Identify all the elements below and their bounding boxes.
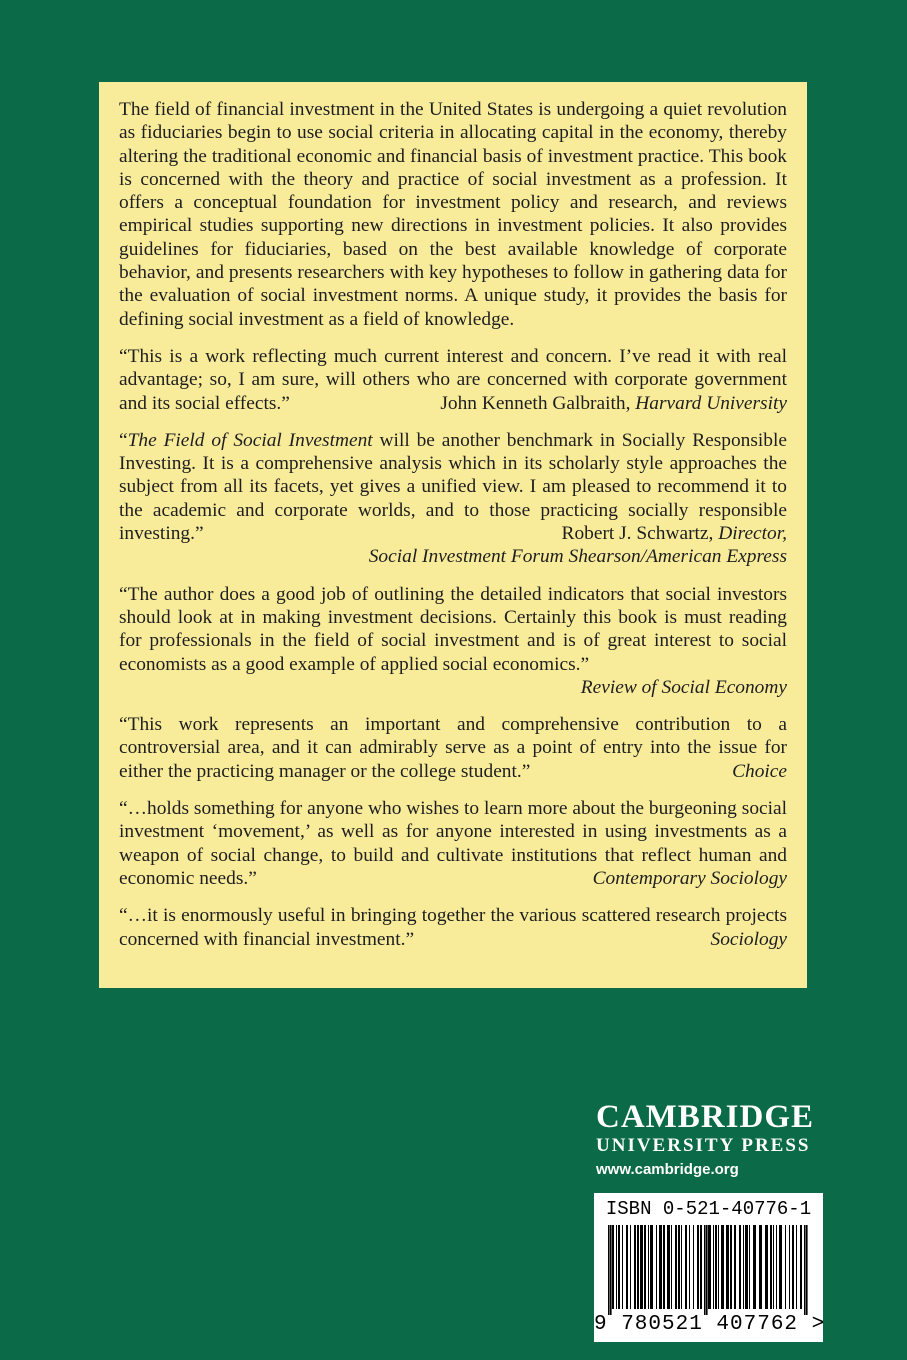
quote-source: Contemporary Sociology xyxy=(592,867,787,889)
quote-attribution: Robert J. Schwartz, Director, xyxy=(561,523,787,545)
publisher-name: CAMBRIDGE xyxy=(596,1099,815,1135)
book-title: The Field of Social Investment xyxy=(127,429,373,451)
back-cover-text-panel xyxy=(99,82,807,988)
quote-affiliation: Social Investment Forum Shearson/American Express xyxy=(368,546,787,568)
quote-text: “This work represents an important and comprehensive contribution to a controversial area, and it can admirably serve as a point of entry into the issue for either the practicing manager or the college student.” xyxy=(119,714,787,782)
review-quote-contemporary-sociology xyxy=(119,797,787,890)
isbn-number: ISBN 0-521-40776-1 xyxy=(605,1198,812,1220)
publisher-logo xyxy=(596,1100,826,1180)
publisher-subtitle: UNIVERSITY PRESS xyxy=(596,1135,811,1156)
quote-source: Sociology xyxy=(710,928,787,950)
quote-source: Review of Social Economy xyxy=(580,676,787,698)
review-quote-galbraith xyxy=(119,345,787,415)
review-quote-schwartz: “The Field of Social Investment will be another benchmark in Socially Responsible Investing. It is a comprehensive analysis which in its scholarly style approaches the subject from all its facets, yet gives a unified view. I am pleased to recommend it to the academic and corporate worlds, and to those practicing socially responsible investing.” Robert J. Schwartz, Director, Social Investment Forum Shearson/American Express xyxy=(119,429,787,568)
review-quote-sociology xyxy=(119,904,787,951)
review-quote-choice xyxy=(119,713,787,783)
publisher-url: www.cambridge.org xyxy=(596,1161,739,1178)
quote-text: “The author does a good job of outlining the detailed indicators that social investors should look at in making investment decisions. Certainly this book is must reading for professionals in the field of social investment and is of great interest to social economists as a good example of applied social economics.” xyxy=(119,583,787,675)
book-description: The field of financial investment in the United States is undergoing a quiet revolution as fiduciaries begin to use social criteria in allocating capital in the economy, thereby altering the traditional economic and financial basis of investment practice. This book is concerned with the theory and practice of social investment as a profession. It offers a conceptual foundation for investment policy and research, and reviews empirical studies supporting new directions in investment policies. It also provides guidelines for fiduciaries, based on the best available knowledge of corporate behavior, and presents researchers with key hypotheses to follow in gathering data for the evaluation of social investment norms. A unique study, it provides the basis for defining social investment as a field of knowledge. xyxy=(119,99,787,330)
barcode-bars xyxy=(608,1225,808,1315)
barcode-digits: 9 780521 407762 > xyxy=(594,1313,826,1336)
quote-source: Choice xyxy=(732,760,787,782)
quote-text: “…it is enormously useful in bringing together the various scattered research projects concerned with financial investment.” xyxy=(119,905,787,950)
isbn-barcode xyxy=(594,1193,826,1342)
review-quote-social-economy xyxy=(119,583,787,699)
quote-text: “This is a work reflecting much current interest and concern. I’ve read it with real advantage; so, I am sure, will others who are concerned with corporate government and its social effects.” xyxy=(119,345,787,414)
quote-attribution: John Kenneth Galbraith, Harvard University xyxy=(440,392,787,414)
quote-text: “…holds something for anyone who wishes to learn more about the burgeoning social investment ‘movement,’ as well as for anyone interested in using investments as a weapon of social change, to build and cultivate institutions that reflect human and economic needs.” xyxy=(119,798,787,889)
quote-text: will be another benchmark in Socially Responsible Investing. It is a comprehensive analysis which in its scholarly style approaches the subject from all its facets, yet gives a unified view. I am pleased to recommend it to the academic and corporate worlds, and to those practicing socially responsible investing.” xyxy=(119,429,787,545)
